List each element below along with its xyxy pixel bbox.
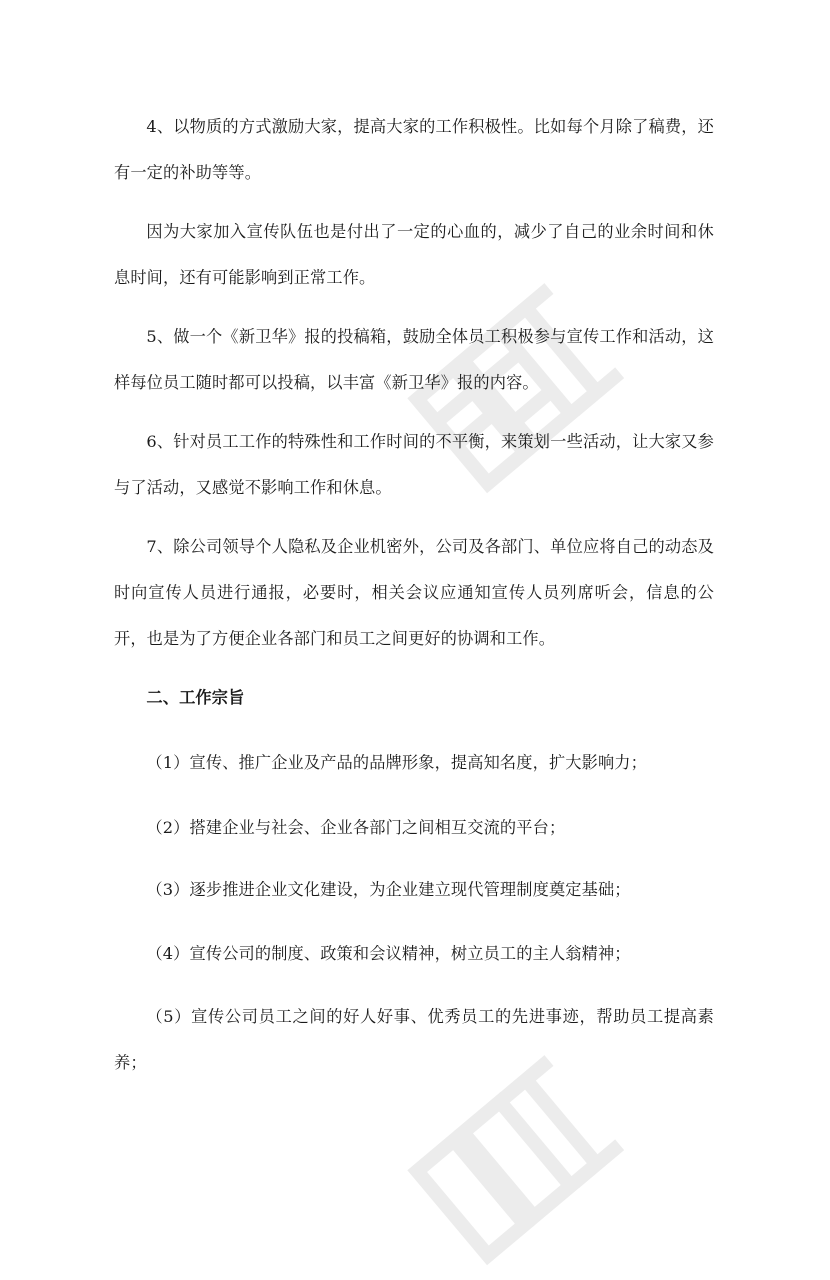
purpose-item-1: （1）宣传、推广企业及产品的品牌形象，提高知名度，扩大影响力； (146, 753, 647, 772)
purpose-item-3: （3）逐步推进企业文化建设，为企业建立现代管理制度奠定基础； (146, 880, 631, 899)
purpose-item-5: （5）宣传公司员工之间的好人好事、优秀员工的先进事迹，帮助员工提高素养； (114, 1007, 714, 1072)
purpose-item-4: （4）宣传公司的制度、政策和会议精神，树立员工的主人翁精神； (146, 944, 631, 963)
purpose-item-2: （2）搭建企业与社会、企业各部门之间相互交流的平台； (146, 818, 566, 837)
paragraph-item-6: 6、针对员工工作的特殊性和工作时间的不平衡，来策划一些活动，让大家又参与了活动，又感觉不影响工作和休息。 (114, 432, 714, 497)
paragraph-item-7: 7、除公司领导个人隐私及企业机密外，公司及各部门、单位应将自己的动态及时向宣传人员进行通报，必要时，相关会议应通知宣传人员列席听会，信息的公开，也是为了方便企业各部门和员工之间更好的协调和工作。 (114, 537, 714, 648)
paragraph-item-4: 4、以物质的方式激励大家，提高大家的工作积极性。比如每个月除了稿费，还有一定的补助等等。 (114, 117, 714, 182)
paragraph-item-5: 5、做一个《新卫华》报的投稿箱，鼓励全体员工积极参与宣传工作和活动，这样每位员工随时都可以投稿，以丰富《新卫华》报的内容。 (114, 327, 714, 392)
section-heading: 二、工作宗旨 (146, 688, 245, 707)
paragraph-explanation: 因为大家加入宣传队伍也是付出了一定的心血的，减少了自己的业余时间和休息时间，还有可能影响到正常工作。 (114, 222, 714, 287)
